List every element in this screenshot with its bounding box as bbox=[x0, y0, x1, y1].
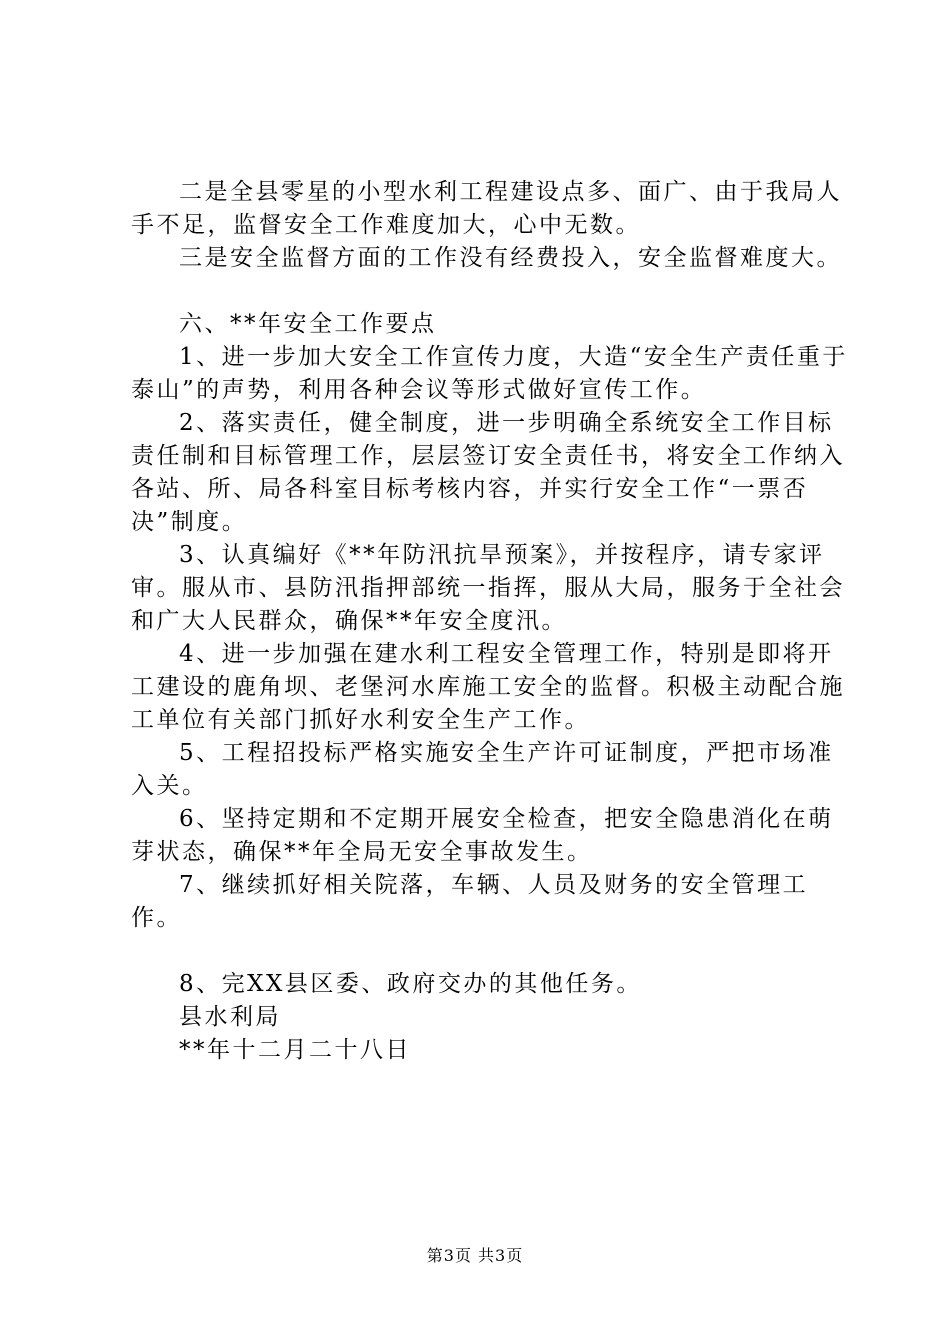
page-number-footer: 第3页 共3页 bbox=[426, 1246, 524, 1265]
paragraph-item-3: 3、认真编好《**年防汛抗旱预案》，并按程序，请专家评审。服从市、县防汛指押部统一指挥，服从大局，服务于全社会和广大人民群众，确保**年安全度汛。 bbox=[131, 542, 845, 634]
section-heading-six: 六、**年安全工作要点 bbox=[179, 311, 437, 337]
signature-organization: 县水利局 bbox=[179, 1004, 281, 1030]
paragraph-item-2: 2、落实责任，健全制度，进一步明确全系统安全工作目标责任制和目标管理工作，层层签订安全责任书，将安全工作纳入各站、所、局各科室目标考核内容，并实行安全工作“一票否决”制度。 bbox=[131, 410, 845, 535]
paragraph-item-5: 5、工程招投标严格实施安全生产许可证制度，严把市场准入关。 bbox=[131, 740, 834, 799]
paragraph-spacer bbox=[131, 275, 851, 308]
paragraph-problem-three: 三是安全监督方面的工作没有经费投入，安全监督难度大。 bbox=[179, 245, 842, 271]
paragraph-item-8: 8、完XX县区委、政府交办的其他任务。 bbox=[179, 971, 642, 997]
paragraph-item-1: 1、进一步加大安全工作宣传力度，大造“安全生产责任重于泰山”的声势，利用各种会议等形式做好宣传工作。 bbox=[131, 344, 848, 403]
paragraph-item-6: 6、坚持定期和不定期开展安全检查，把安全隐患消化在萌芽状态，确保**年全局无安全事故发生。 bbox=[131, 806, 834, 865]
signature-date: **年十二月二十八日 bbox=[179, 1037, 411, 1063]
paragraph-problem-two: 二是全县零星的小型水利工程建设点多、面广、由于我局人手不足，监督安全工作难度加大，心中无数。 bbox=[131, 179, 842, 238]
paragraph-spacer bbox=[131, 935, 851, 968]
paragraph-item-7: 7、继续抓好相关院落，车辆、人员及财务的安全管理工作。 bbox=[131, 872, 809, 931]
paragraph-item-4: 4、进一步加强在建水利工程安全管理工作，特别是即将开工建设的鹿角坝、老堡河水库施工安全的监督。积极主动配合施工单位有关部门抓好水利安全生产工作。 bbox=[131, 641, 845, 733]
document-body bbox=[131, 176, 851, 1067]
